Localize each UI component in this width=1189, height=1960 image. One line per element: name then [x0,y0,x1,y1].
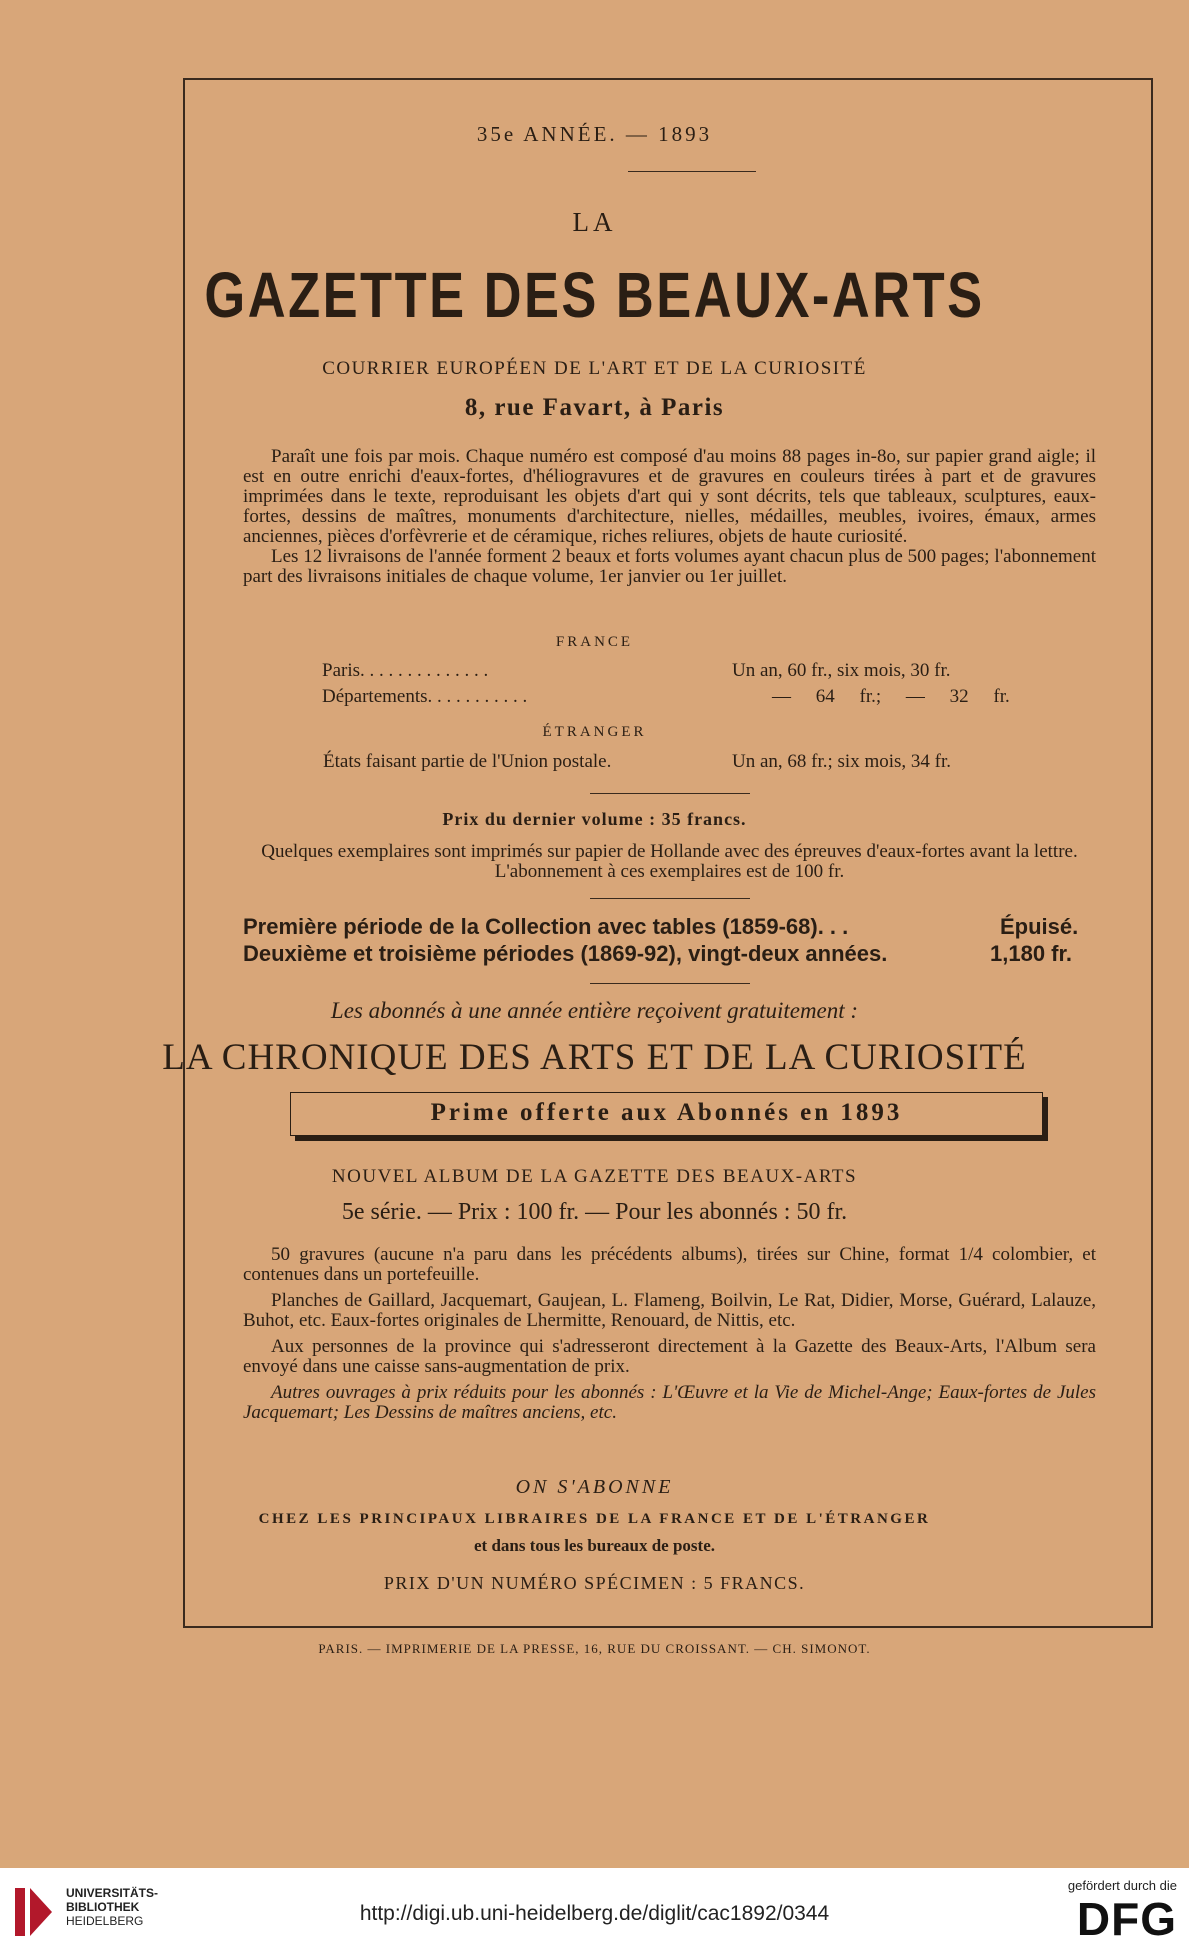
digital-library-url[interactable]: http://digi.ub.uni-heidelberg.de/diglit/cac1892/0344 [359,1902,830,1925]
intro-paragraph-1: Paraît une fois par mois. Chaque numéro est composé d'au moins 88 pages in-8o, sur papier grand aigle; il est en outre enrichi d'eaux-fortes, d'héliogravures et de gravures en couleurs tirées à part et de gravures imprimées dans le texte, reproduisant les objets d'art qui y sont décrits, tels que tableaux, sculptures, eaux-fortes, dessins de maîtres, monuments d'architecture, nielles, médailles, meubles, ivoires, émaux, armes anciennes, pièces d'orfèvrerie et de céramique, riches reliures, objets de haute curiosité. [243,446,1096,547]
etranger-heading: ÉTRANGER [542,724,647,740]
funded-by-label: gefördert durch die [1067,1878,1177,1893]
library-name-line-1: UNIVERSITÄTS- [66,1886,159,1900]
holland-note: Quelques exemplaires sont imprimés sur papier de Hollande avec des épreuves d'eaux-fortes avant la lettre. L'abonnement à ces exemplaires est de 100 fr. [261,841,1078,882]
dfg-logo[interactable] [1027,1878,1177,1953]
divider [590,793,750,794]
title-article: LA [572,207,617,237]
album-paragraph-4: Autres ouvrages à prix réduits pour les abonnés : L'Œuvre et la Vie de Michel-Ange; Eaux-fortes de Jules Jacquemart; Les Dessins de maîtres anciens, etc. [243,1382,1096,1423]
digitization-footer [0,1868,1189,1960]
album-title: NOUVEL ALBUM DE LA GAZETTE DES BEAUX-ARTS [331,1166,858,1187]
collection-first-value: Épuisé. [1000,914,1079,939]
imprint: PARIS. — IMPRIMERIE DE LA PRESSE, 16, RUE DU CROISSANT. — CH. SIMONOT. [318,1641,871,1656]
collection-second-period: Deuxième et troisième périodes (1869-92), vingt-deux années. [243,941,888,966]
union-label: États faisant partie de l'Union postale. [323,751,612,772]
subtitle: COURRIER EUROPÉEN DE L'ART ET DE LA CURIOSITÉ [322,358,867,379]
prime-banner [290,1092,1043,1136]
library-name-line-2: BIBLIOTHEK [66,1900,140,1914]
specimen-price: PRIX D'UN NUMÉRO SPÉCIMEN : 5 FRANCS. [383,1573,806,1593]
subscribe-heading: ON S'ABONNE [515,1476,674,1498]
album-paragraph-3: Aux personnes de la province qui s'adresseront directement à la Gazette des Beaux-Arts, l'Album sera envoyé dans une caisse sans-augmentation de prix. [243,1336,1096,1377]
dfg-wordmark: DFG [1076,1893,1177,1945]
paris-label: Paris. . . . . . . . . . . . . . [322,660,489,681]
departements-price: — 64 fr.; — 32 fr. [772,686,1010,707]
union-price: Un an, 68 fr.; six mois, 34 fr. [732,751,952,772]
year-line: 35e ANNÉE. — 1893 [476,122,713,146]
address: 8, rue Favart, à Paris [464,394,725,421]
collection-second-value: 1,180 fr. [990,941,1072,966]
collection-first-period: Première période de la Collection avec tables (1859-68). . . [243,914,849,939]
intro-paragraph-2: Les 12 livraisons de l'année forment 2 beaux et forts volumes ayant chacun plus de 500 pages; l'abonnement part des livraisons initiales de chaque volume, 1er janvier ou 1er juillet. [243,546,1096,587]
departements-label: Départements. . . . . . . . . . . [322,686,528,707]
chronique-title: LA CHRONIQUE DES ARTS ET DE LA CURIOSITÉ [162,1037,1027,1078]
last-volume-price: Prix du dernier volume : 35 francs. [442,809,747,829]
subscribe-where: CHEZ LES PRINCIPAUX LIBRAIRES DE LA FRANCE ET DE L'ÉTRANGER [258,1511,931,1527]
subscribers-note: Les abonnés à une année entière reçoivent gratuitement : [330,998,859,1023]
france-heading: FRANCE [555,634,634,650]
divider [628,171,756,172]
library-name-line-3: HEIDELBERG [66,1914,144,1928]
divider [590,983,750,984]
album-series: 5e série. — Prix : 100 fr. — Pour les abonnés : 50 fr. [341,1199,848,1225]
paris-price: Un an, 60 fr., six mois, 30 fr. [732,660,951,681]
divider [590,898,750,899]
intro-text [243,447,1096,587]
album-text [243,1245,1096,1423]
prime-banner-text: Prime offerte aux Abonnés en 1893 [430,1099,903,1126]
subscribe-post: et dans tous les bureaux de poste. [473,1536,716,1555]
album-paragraph-1: 50 gravures (aucune n'a paru dans les précédents albums), tirées sur Chine, format 1/4 colombier, et contenues dans un portefeuille. [243,1244,1096,1285]
page-title: GAZETTE DES BEAUX-ARTS [204,259,985,331]
album-paragraph-2: Planches de Gaillard, Jacquemart, Gaujean, L. Flameng, Boilvin, Le Rat, Didier, Morse, Guérard, Lalauze, Buhot, etc. Eaux-fortes originales de Lhermitte, Renouard, de Nittis, etc. [243,1290,1096,1331]
